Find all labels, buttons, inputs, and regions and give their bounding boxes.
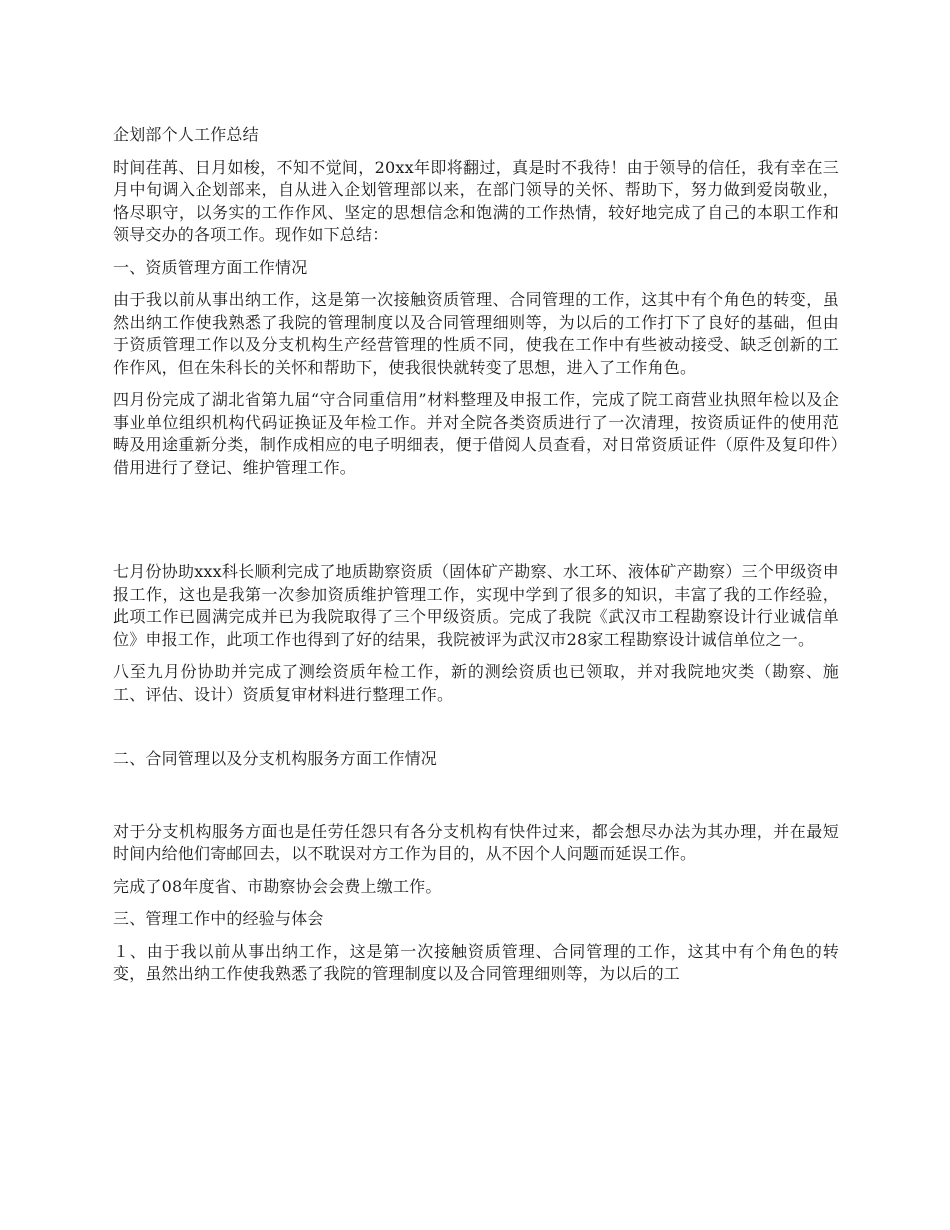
section-1-paragraph: 八至九月份协助并完成了测绘资质年检工作，新的测绘资质也已领取，并对我院地灾类（勘察、施工、评估、设计）资质复审材料进行整理工作。	[113, 662, 839, 704]
section-2-paragraph: 对于分支机构服务方面也是任劳任怨只有各分支机构有快件过来，都会想尽办法为其办理，并在最短时间内给他们寄邮回去，以不耽误对方工作为目的，从不因个人问题而延误工作。	[113, 821, 839, 863]
blank-space	[113, 716, 839, 748]
section-3-heading: 三、管理工作中的经验与体会	[113, 909, 324, 928]
blank-space	[113, 489, 839, 561]
section-2-heading: 二、合同管理以及分支机构服务方面工作情况	[113, 749, 438, 768]
document-body	[113, 124, 839, 996]
intro-paragraph: 时间荏苒、日月如梭，不知不觉间，20xx年即将翻过，真是时不我待！由于领导的信任，我有幸在三月中旬调入企划部来，自从进入企划管理部以来，在部门领导的关怀、帮助下，努力做到爱岗敬业，恪尽职守，以务实的工作作风、坚定的思想信念和饱满的工作热情，较好地完成了自己的本职工作和领导交办的各项工作。现作如下总结：	[113, 157, 839, 244]
section-1-paragraph: 由于我以前从事出纳工作，这是第一次接触资质管理、合同管理的工作，这其中有个角色的转变，虽然出纳工作使我熟悉了我院的管理制度以及合同管理细则等，为以后的工作打下了良好的基础，但由于资质管理工作以及分支机构生产经营管理的性质不同，使我在工作中有些被动接受、缺乏创新的工作作风，但在朱科长的关怀和帮助下，使我很快就转变了思想，进入了工作角色。	[113, 290, 839, 377]
section-2-paragraph: 完成了08年度省、市勘察协会会费上缴工作。	[113, 876, 442, 896]
document-title: 企划部个人工作总结	[113, 125, 259, 144]
section-1-paragraph: 七月份协助xxx科长顺利完成了地质勘察资质（固体矿产勘察、水工环、液体矿产勘察）三个甲级资申报工作，这也是我第一次参加资质维护管理工作，实现中学到了很多的知识，丰富了我的工作经验，此项工作已圆满完成并已为我院取得了三个甲级资质。完成了我院《武汉市工程勘察设计行业诚信单位》申报工作，此项工作也得到了好的结果，我院被评为武汉市28家工程勘察设计诚信单位之一。	[113, 562, 839, 649]
section-1-heading: 一、资质管理方面工作情况	[113, 257, 308, 277]
blank-space	[113, 781, 839, 821]
section-3-paragraph: １、由于我以前从事出纳工作，这是第一次接触资质管理、合同管理的工作，这其中有个角色的转变，虽然出纳工作使我熟悉了我院的管理制度以及合同管理细则等，为以后的工	[113, 941, 839, 983]
section-1-paragraph: 四月份完成了湖北省第九届“守合同重信用”材料整理及申报工作，完成了院工商营业执照年检以及企事业单位组织机构代码证换证及年检工作。并对全院各类资质进行了一次清理，按资质证件的使用范畴及用途重新分类，制作成相应的电子明细表，便于借阅人员查看，对日常资质证件（原件及复印件）借用进行了登记、维护管理工作。	[113, 390, 839, 477]
